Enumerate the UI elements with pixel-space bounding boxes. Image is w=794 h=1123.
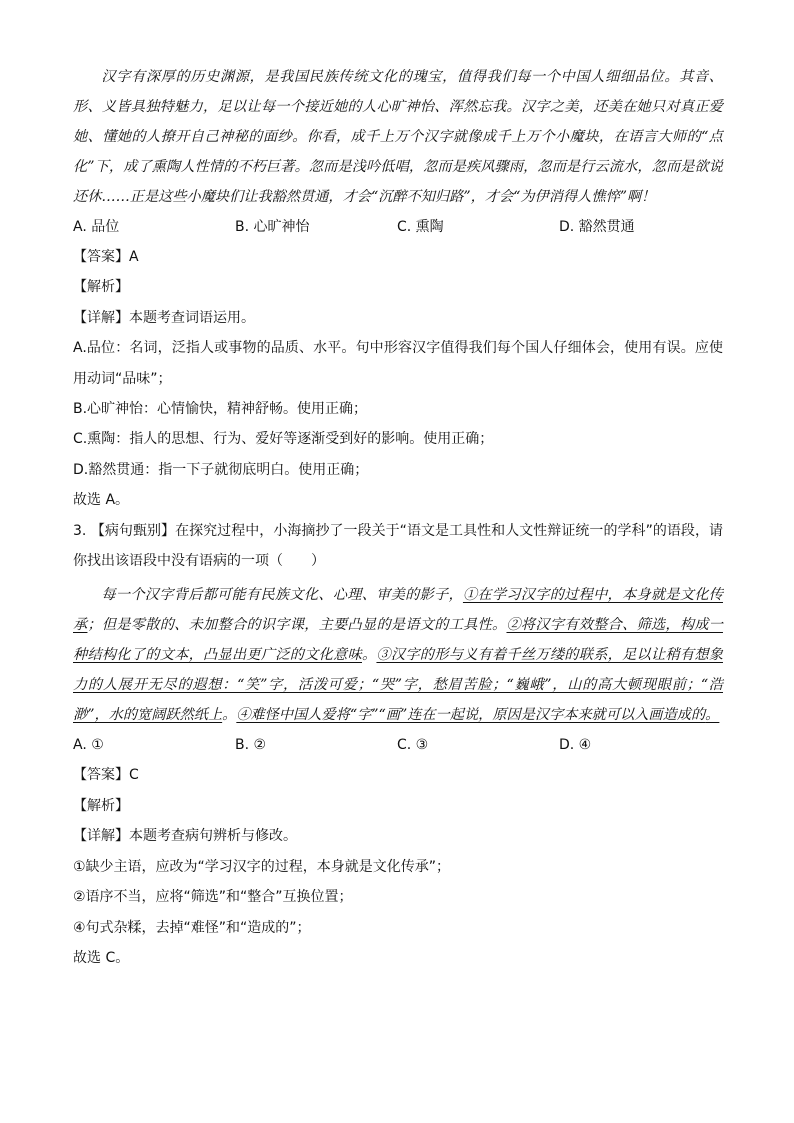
q3-analysis: 【解析】 xyxy=(73,797,129,814)
q3-sentence-1: ①在学习汉字的过程中，本身就是文化传承 xyxy=(73,587,723,634)
q2-explain-c: C.熏陶：指人的思想、行为、爱好等逐渐受到好的影响。使用正确； xyxy=(73,431,494,448)
q3-passage-mid-1: ；但是零散的、未加整合的识字课，主要凸显的是语文的工具性。 xyxy=(87,617,507,634)
q3-passage xyxy=(73,580,723,730)
q3-detail: 【详解】本题考查病句辨析与修改。 xyxy=(73,828,297,845)
q3-passage-mid-2: 。 xyxy=(362,647,377,664)
q3-option-d: D. ④ xyxy=(559,737,592,754)
q2-detail: 【详解】本题考查词语运用。 xyxy=(73,309,255,326)
q2-option-d: D. 豁然贯通 xyxy=(559,219,635,235)
q3-answer: 【答案】C xyxy=(73,767,139,784)
q3-stem xyxy=(73,516,723,577)
q3-sentence-3: ③汉字的形与义有着千丝万缕的联系，足以让稍有想象力的人展开无尽的遐想：“笑”字，活泼可爱；“哭”字，愁眉苦脸；“巍峨”，山的高大顿现眼前；“浩渺”，水的宽阔跃然纸上 xyxy=(73,647,723,724)
q2-explain-a: A.品位：名词，泛指人或事物的品质、水平。句中形容汉字值得我们每个国人仔细体会，使用有误。应使用动词“品味”； xyxy=(73,340,723,387)
q3-option-c: C. ③ xyxy=(397,737,429,754)
q3-sentence-4: ④难怪中国人爱将“字”“画”连在一起说，原因是汉字本来就可以入画造成的 xyxy=(236,707,706,724)
q2-option-b: B. 心旷神怡 xyxy=(235,219,310,235)
q3-conclusion: 故选 C。 xyxy=(73,949,130,966)
q3-passage-end: 。 xyxy=(705,707,720,724)
q3-fix-2: ②语序不当，应将“筛选”和“整合”互换位置； xyxy=(73,889,353,906)
q2-analysis: 【解析】 xyxy=(73,279,129,296)
q3-passage-intro: 每一个汉字背后都可能有民族文化、心理、审美的影子， xyxy=(101,587,463,604)
q3-option-a: A. ① xyxy=(73,737,104,754)
q3-tag: 【病句甄别】 xyxy=(90,522,176,539)
q3-fix-4: ④句式杂糅，去掉“难怪”和“造成的”； xyxy=(73,919,311,936)
q3-stem-text: 在探究过程中，小海摘抄了一段关于“语文是工具性和人文性辩证统一的学科”的语段，请你找出该语段中没有语病的一项（ ） xyxy=(73,522,723,570)
q3-option-b: B. ② xyxy=(235,737,267,754)
q2-answer: 【答案】A xyxy=(73,249,139,265)
q2-option-a: A. 品位 xyxy=(73,219,120,235)
document-page xyxy=(73,62,723,973)
q3-passage-mid-3: 。 xyxy=(222,707,237,724)
q2-options xyxy=(73,212,723,242)
q2-explain-d: D.豁然贯通：指一下子就彻底明白。使用正确； xyxy=(73,461,369,478)
q3-fix-1: ①缺少主语，应改为“学习汉字的过程，本身就是文化传承”； xyxy=(73,858,451,875)
q2-option-c: C. 熏陶 xyxy=(397,219,444,235)
q2-explain-b: B.心旷神怡：心情愉快，精神舒畅。使用正确； xyxy=(73,401,368,418)
q3-options xyxy=(73,730,723,760)
q2-conclusion: 故选 A。 xyxy=(73,492,130,509)
q2-passage: 汉字有深厚的历史渊源，是我国民族传统文化的瑰宝，值得我们每一个中国人细细品位。其音、形、义皆具独特魅力，足以让每一个接近她的人心旷神怡、浑然忘我。汉字之美，还美在她只对真正爱她、懂她的人撩开自己神秘的面纱。你看，成千上万个汉字就像成千上万个小魔块，在语言大师的“点化”下，成了熏陶人性情的不朽巨著。忽而是浅吟低唱，忽而是疾风骤雨，忽而是行云流水，忽而是欲说还休……正是这些小魔块们让我豁然贯通，才会“沉醉不知归路”，才会“为伊消得人憔悴”啊！ xyxy=(73,69,723,205)
q3-sentence-2: ②将汉字有效整合、筛选，构成一种结构化了的文本，凸显出更广泛的文化意味 xyxy=(73,617,723,664)
q3-number: 3. xyxy=(73,522,87,539)
